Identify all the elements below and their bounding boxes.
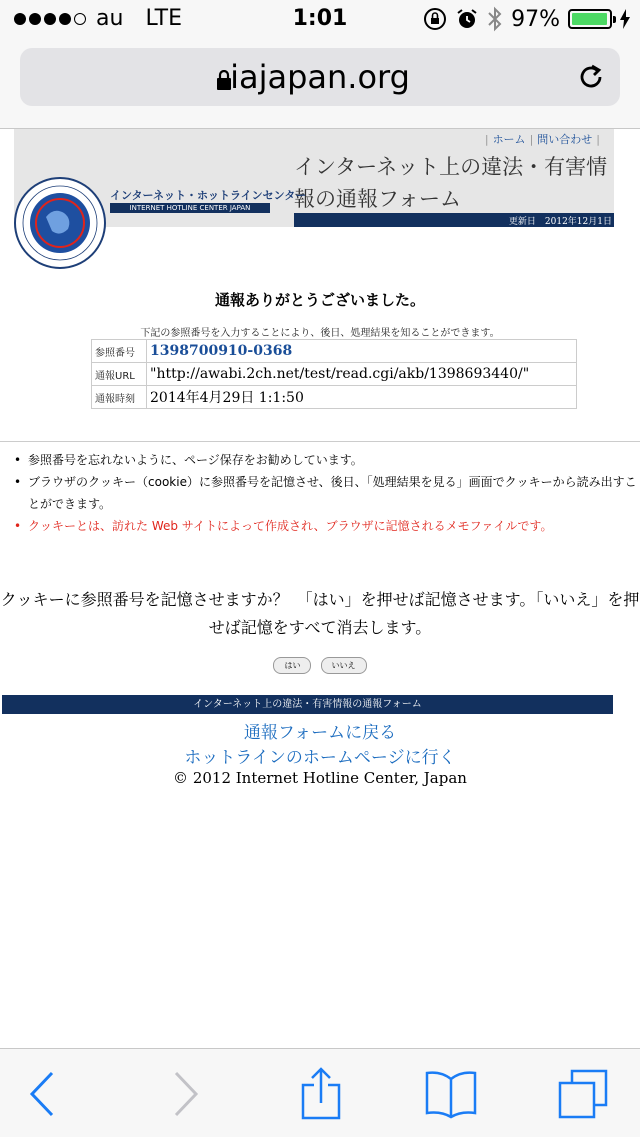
page-title: インターネット上の違法・有害情報の通報フォーム bbox=[294, 155, 608, 211]
hotline-home-link[interactable]: ホットラインのホームページに行く bbox=[184, 748, 456, 768]
reference-note: 下記の参照番号を入力することにより、後日、処理結果を知ることができます。 bbox=[140, 328, 500, 339]
update-info: 更新日 2012年12月1日 bbox=[508, 217, 612, 227]
home-link[interactable]: ホーム bbox=[492, 133, 526, 146]
share-icon[interactable] bbox=[294, 1067, 348, 1121]
report-time: 2014年4月29日 1:1:50 bbox=[147, 386, 577, 409]
table-row bbox=[92, 386, 577, 409]
list-item: • ブラウザのクッキー（cookie）に参照番号を記憶させ、後日、「処理結果を見る」画面でクッキーから読み出すことができます。 bbox=[28, 471, 640, 515]
reload-icon[interactable] bbox=[576, 62, 606, 92]
table-row bbox=[92, 340, 577, 363]
rotation-lock-icon bbox=[423, 7, 447, 31]
battery-icon bbox=[568, 9, 612, 29]
charging-icon bbox=[620, 9, 630, 29]
no-button[interactable]: いいえ bbox=[321, 657, 367, 674]
org-name: インターネット・ホットラインセンター bbox=[110, 189, 307, 202]
copyright: © 2012 Internet Hotline Center, Japan bbox=[173, 769, 467, 787]
table-row bbox=[92, 363, 577, 386]
divider bbox=[0, 441, 640, 442]
carrier-name: au bbox=[96, 6, 124, 31]
bookmarks-icon[interactable] bbox=[424, 1067, 478, 1121]
back-to-form-link[interactable]: 通報フォームに戻る bbox=[243, 723, 397, 743]
cookie-question: クッキーに参照番号を記憶させますか？ 「はい」を押せば記憶させます。「いいえ」を押せば記憶をすべて消去します。 bbox=[0, 590, 640, 637]
reference-number: 1398700910-0368 bbox=[147, 340, 577, 363]
network-type: LTE bbox=[145, 6, 183, 31]
address-bar[interactable] bbox=[20, 48, 620, 106]
status-bar bbox=[0, 0, 640, 40]
table-label: 通報URL bbox=[92, 363, 147, 386]
forward-icon[interactable] bbox=[158, 1067, 212, 1121]
update-bar bbox=[294, 213, 614, 227]
browser-address-area bbox=[0, 40, 640, 129]
header-links: | ホーム | 問い合わせ | bbox=[484, 133, 600, 146]
yes-button[interactable]: はい bbox=[273, 657, 311, 674]
url-text: iajapan.org bbox=[230, 58, 410, 96]
list-item: • 参照番号を忘れないように、ページ保存をお勧めしています。 bbox=[28, 449, 640, 471]
back-icon[interactable] bbox=[16, 1067, 70, 1121]
status-right bbox=[423, 6, 630, 32]
footer-bar: インターネット上の違法・有害情報の通報フォーム bbox=[2, 695, 613, 714]
table-label: 参照番号 bbox=[92, 340, 147, 363]
thanks-message: 通報ありがとうございました。 bbox=[214, 291, 425, 309]
report-info-table bbox=[91, 339, 577, 409]
battery-percent: 97% bbox=[511, 6, 560, 32]
report-url: "http://awabi.2ch.net/test/read.cgi/akb/1398693440/" bbox=[147, 363, 577, 386]
org-name-en: INTERNET HOTLINE CENTER JAPAN bbox=[110, 203, 270, 213]
bluetooth-icon bbox=[487, 6, 503, 32]
alarm-icon bbox=[455, 7, 479, 31]
browser-toolbar bbox=[0, 1048, 640, 1137]
contact-link[interactable]: 問い合わせ bbox=[537, 133, 593, 146]
tabs-icon[interactable] bbox=[556, 1067, 610, 1121]
table-label: 通報時刻 bbox=[92, 386, 147, 409]
status-time: 1:01 bbox=[292, 6, 348, 31]
cookie-buttons bbox=[0, 653, 640, 674]
tips-list bbox=[14, 449, 640, 537]
hotline-center-logo bbox=[14, 177, 106, 269]
list-item: • クッキーとは、訪れた Web サイトによって作成され、ブラウザに記憶されるメモファイルです。 bbox=[28, 515, 640, 537]
